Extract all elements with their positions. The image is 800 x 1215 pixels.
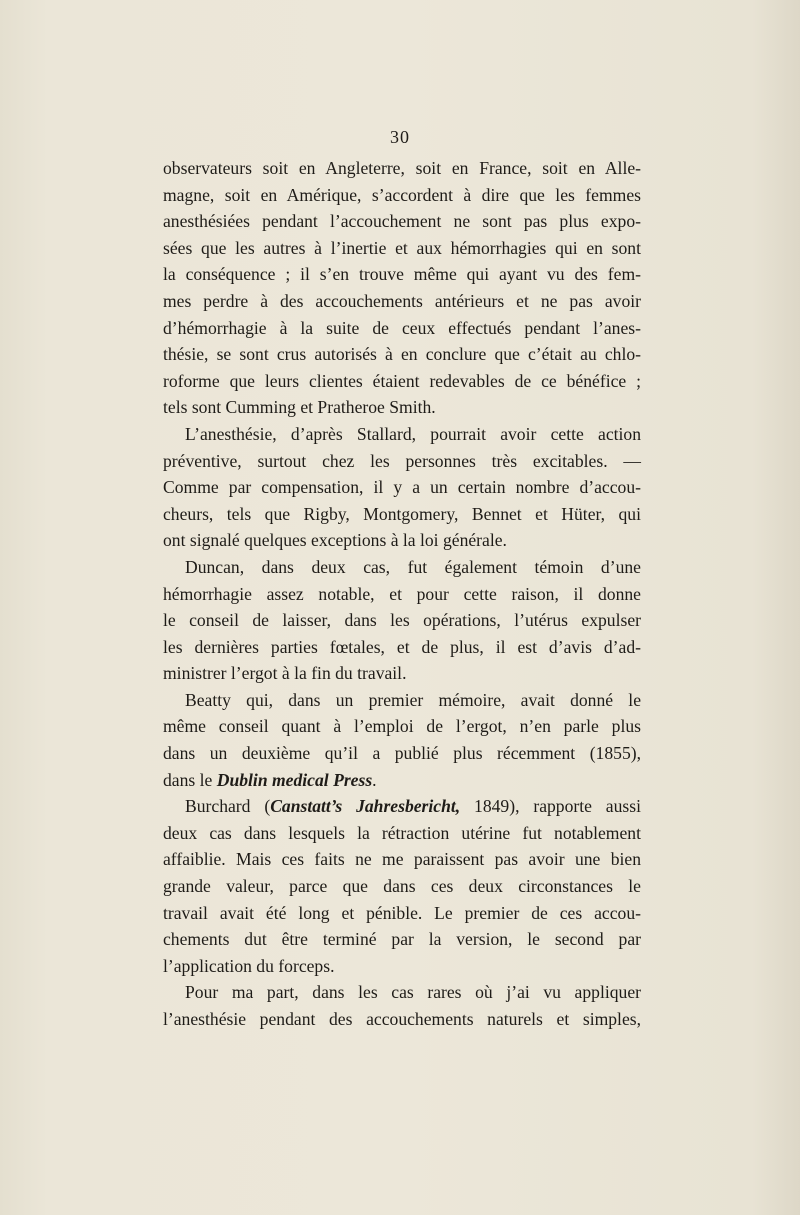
italic-title: Dublin medical Press — [216, 769, 373, 790]
text-line: chements dut être terminé par la version, le second par — [163, 929, 641, 950]
text-line: cheurs, tels que Rigby, Montgomery, Bennet et Hüter, qui — [163, 503, 641, 524]
italic-title: Canstatt’s Jahresbericht, — [270, 796, 461, 817]
text-line: grande valeur, parce que dans ces deux circonstances le — [163, 876, 641, 897]
text-line: deux cas dans lesquels la rétraction utérine fut notablement — [163, 822, 641, 843]
text-line: préventive, surtout chez les personnes très excitables. — — [163, 450, 641, 471]
text-line: ministrer l’ergot à la fin du travail. — [163, 663, 407, 684]
text-line: d’hémorrhagie à la suite de ceux effectués pendant l’anes- — [163, 317, 641, 338]
text-line: sées que les autres à l’inertie et aux hémorrhagies qui en sont — [163, 237, 641, 258]
text-line: dans un deuxième qu’il a publié plus récemment (1855), — [163, 743, 641, 764]
text-line: travail avait été long et pénible. Le premier de ces accou- — [163, 902, 641, 923]
text-line: même conseil quant à l’emploi de l’ergot, n’en parle plus — [163, 716, 641, 737]
text-line: thésie, se sont crus autorisés à en conclure que c’était au chlo- — [163, 344, 641, 365]
body-text — [163, 155, 641, 1033]
text-line: magne, soit en Amérique, s’accordent à dire que les femmes — [163, 184, 641, 205]
page-number: 30 — [390, 127, 410, 147]
text-line: Burchard (Canstatt’s Jahresbericht, 1849), rapporte aussi — [185, 796, 641, 817]
text-line: ont signalé quelques exceptions à la loi générale. — [163, 530, 507, 551]
text-line: roforme que leurs clientes étaient redevables de ce bénéfice ; — [163, 370, 641, 391]
text-line: les dernières parties fœtales, et de plus, il est d’avis d’ad- — [163, 636, 641, 657]
text-line: tels sont Cumming et Pratheroe Smith. — [163, 397, 436, 418]
text-line: anesthésiées pendant l’accouchement ne sont pas plus expo- — [163, 211, 641, 232]
text-line: Comme par compensation, il y a un certain nombre d’accou- — [163, 477, 641, 498]
text-line: le conseil de laisser, dans les opérations, l’utérus expulser — [163, 610, 641, 631]
text-line: observateurs soit en Angleterre, soit en France, soit en Alle- — [163, 158, 641, 178]
text-line: Pour ma part, dans les cas rares où j’ai vu appliquer — [185, 982, 641, 1003]
text-line: hémorrhagie assez notable, et pour cette raison, il donne — [163, 583, 641, 604]
text-line: L’anesthésie, d’après Stallard, pourrait avoir cette action — [185, 423, 641, 444]
text-line: Duncan, dans deux cas, fut également témoin d’une — [185, 556, 641, 577]
text-line: l’application du forceps. — [163, 955, 335, 976]
text-line: affaiblie. Mais ces faits ne me paraissent pas avoir une bien — [163, 849, 641, 870]
text-line: l’anesthésie pendant des accouchements naturels et simples, — [163, 1009, 641, 1029]
text-line: dans le Dublin medical Press. — [163, 769, 377, 790]
text-line: mes perdre à des accouchements antérieurs et ne pas avoir — [163, 290, 641, 311]
text-line: la conséquence ; il s’en trouve même qui ayant vu des fem- — [163, 264, 641, 285]
text-line: Beatty qui, dans un premier mémoire, avait donné le — [185, 689, 641, 710]
